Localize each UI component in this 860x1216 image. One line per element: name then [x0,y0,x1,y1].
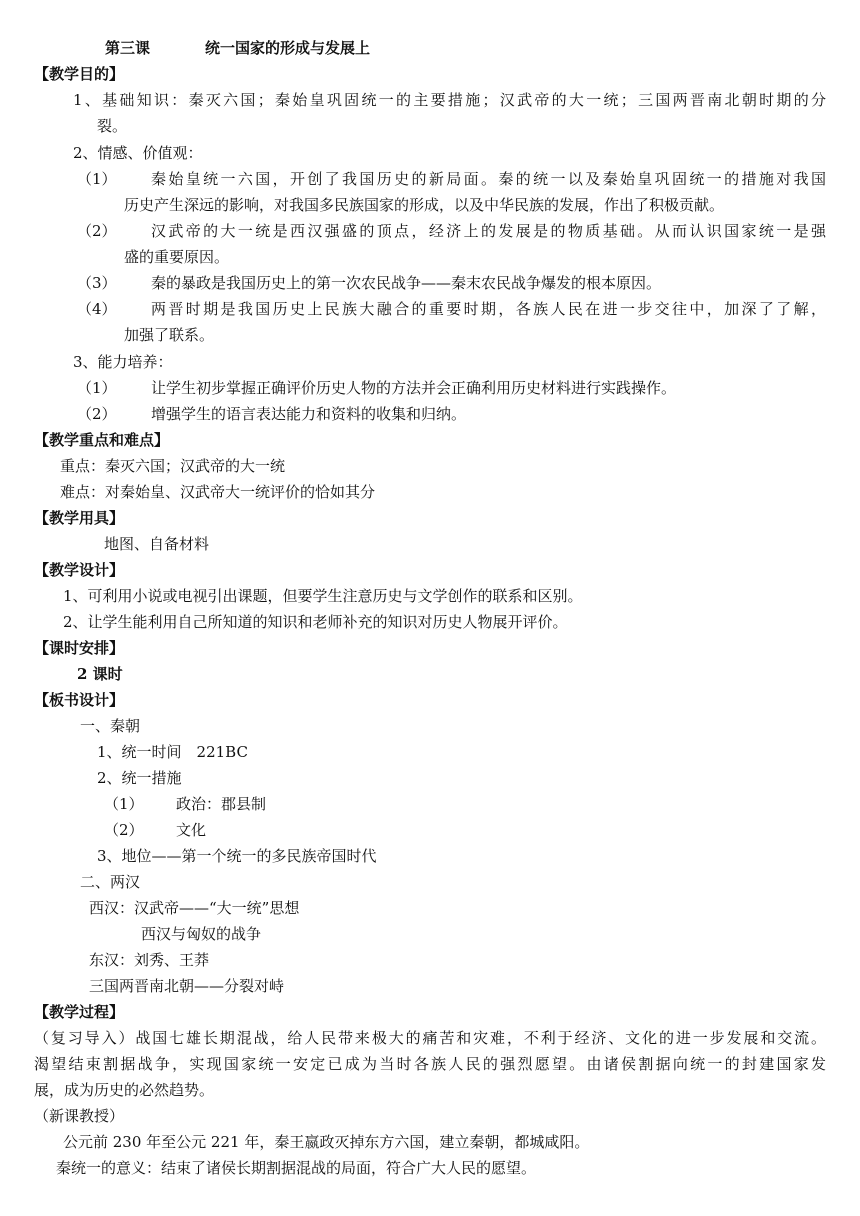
values-label: 2、情感、价值观： [73,144,203,162]
values-item-1-line-2: 历史产生深远的影响，对我国多民族国家的形成，以及中华民族的发展，作出了积极贡献。 [124,196,725,214]
board-han: 二、两汉 [80,873,141,891]
board-three-kingdoms: 三国两晋南北朝——分裂对峙 [89,977,285,995]
values-item-3: 秦的暴政是我国历史上的第一次农民战争——秦末农民战争爆发的根本原因。 [151,274,662,292]
section-heading: 【教学用具】 [34,509,125,527]
design-item-2: 2、让学生能利用自己所知道的知识和老师补充的知识对历史人物展开评价。 [63,613,568,631]
difficult-point: 难点：对秦始皇、汉武帝大一统评价的恰如其分 [60,483,376,501]
new-lesson-label: （新课教授） [34,1107,125,1125]
values-item-4-line-2: 加强了联系。 [124,326,215,344]
review-paragraph-line-3: 展，成为历史的必然趋势。 [34,1081,215,1099]
item-number: （1） [104,795,144,813]
values-item-2-line-2: 盛的重要原因。 [124,248,230,266]
item-number: （3） [77,274,117,292]
board-qin-2: 2、统一措施 [97,769,182,787]
section-heading: 【板书设计】 [34,691,125,709]
item-number: （1） [77,170,117,188]
section-heading: 【教学重点和难点】 [34,431,170,449]
process-paragraph-2: 公元前 230 年至公元 221 年，秦王嬴政灭掉东方六国，建立秦朝，都城咸阳。 [63,1133,590,1151]
values-item-1-line-1: 秦始皇统一六国，开创了我国历史的新局面。秦的统一以及秦始皇巩固统一的措施对我国 [151,170,826,188]
board-qin: 一、秦朝 [80,717,141,735]
lesson-number: 第三课 [105,39,151,57]
lesson-name: 统一国家的形成与发展上 [205,39,371,57]
board-eastern-han: 东汉：刘秀、王莽 [89,951,210,969]
review-paragraph-line-2: 渴望结束割据战争，实现国家统一安定已成为当时各族人民的强烈愿望。由诸侯割据向统一的封建国家发 [34,1055,826,1073]
board-western-han: 西汉：汉武帝——“大一统”思想 [89,899,300,917]
process-paragraph-3: 秦统一的意义：结束了诸侯长期割据混战的局面，符合广大人民的愿望。 [56,1159,537,1177]
section-heading: 【课时安排】 [34,639,125,657]
design-item-1: 1、可利用小说或电视引出课题，但要学生注意历史与文学创作的联系和区别。 [63,587,583,605]
section-heading: 【教学设计】 [34,561,125,579]
board-western-han-2: 西汉与匈奴的战争 [141,925,262,943]
item-number: （2） [104,821,144,839]
values-item-2-line-1: 汉武帝的大一统是西汉强盛的顶点，经济上的发展是的物质基础。从而认识国家统一是强 [151,222,826,240]
ability-label: 3、能力培养： [73,353,173,371]
item-number: （2） [77,405,117,423]
item-number: （4） [77,300,117,318]
section-heading: 【教学目的】 [34,65,125,83]
values-item-4-line-1: 两晋时期是我国历史上民族大融合的重要时期，各族人民在进一步交往中，加深了了解， [151,300,826,318]
basic-knowledge-line-1: 1、基础知识：秦灭六国；秦始皇巩固统一的主要措施；汉武帝的大一统；三国两晋南北朝时期的分 [73,91,826,109]
tools-text: 地图、自备材料 [104,535,210,553]
board-measure-2: 文化 [176,821,207,839]
item-number: （1） [77,379,117,397]
board-measure-1: 政治：郡县制 [176,795,267,813]
board-qin-3: 3、地位——第一个统一的多民族帝国时代 [97,847,377,865]
key-point: 重点：秦灭六国；汉武帝的大一统 [60,457,286,475]
item-number: （2） [77,222,117,240]
schedule-text: 2 课时 [77,665,123,683]
section-heading: 【教学过程】 [34,1003,125,1021]
basic-knowledge-line-2: 裂。 [97,117,128,135]
review-paragraph-line-1: （复习导入）战国七雄长期混战，给人民带来极大的痛苦和灾难，不利于经济、文化的进一步发展和交流。 [34,1029,826,1047]
ability-item-1: 让学生初步掌握正确评价历史人物的方法并会正确利用历史材料进行实践操作。 [151,379,677,397]
board-qin-1: 1、统一时间 221BC [97,743,248,761]
ability-item-2: 增强学生的语言表达能力和资料的收集和归纳。 [151,405,467,423]
